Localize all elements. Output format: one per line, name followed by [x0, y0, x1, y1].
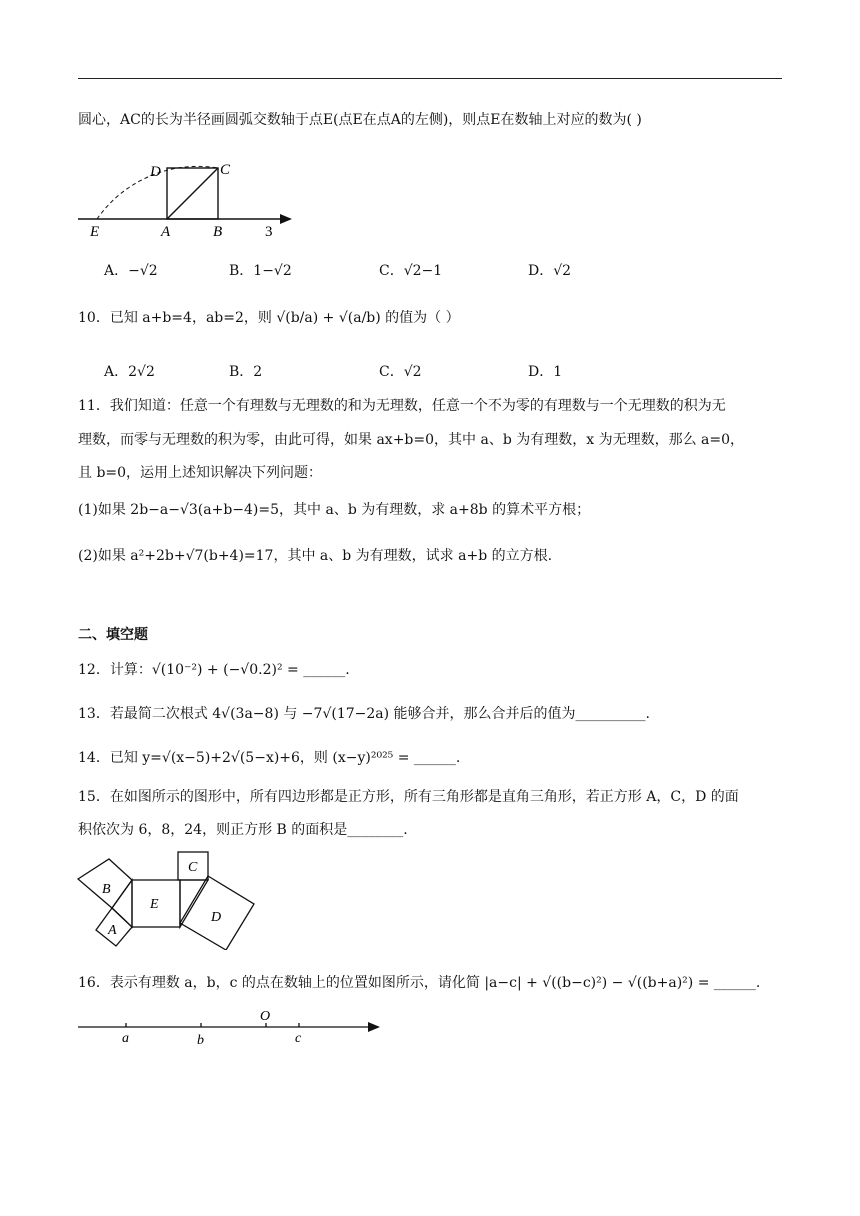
q11-line-3: 且 b=0，运用上述知识解决下列问题： [78, 465, 323, 481]
label-o: O [260, 1009, 271, 1024]
q11-part-1: (1)如果 2b−a−√3(a+b−4)=5，其中 a、b 为有理数，求 a+8b 的算术平方根； [78, 502, 591, 518]
q10-option-c[interactable]: C．√2 [379, 364, 422, 380]
diagonal-ac [167, 168, 218, 219]
label-e: E [90, 224, 100, 240]
header-rule [78, 78, 782, 79]
label-d: D [150, 164, 161, 180]
q9-text: 圆心，AC的长为半径画圆弧交数轴于点E(点E在点A的左侧)，则点E在数轴上对应的数为( ) [78, 112, 642, 128]
label-c: C [220, 162, 231, 178]
label-c: C [188, 860, 198, 875]
label-a: a [122, 1031, 129, 1046]
triangle-right [180, 880, 208, 927]
label-b: b [197, 1033, 204, 1048]
q10-text: 10．已知 a+b=4，ab=2，则 √(b/a) + √(a/b) 的值为（ ） [78, 310, 460, 326]
q15-line-1: 15．在如图所示的图形中，所有四边形都是正方形，所有三角形都是直角三角形，若正方形 A，C，D 的面 [78, 789, 739, 805]
label-a: A [161, 224, 171, 240]
q9-number-line-figure [70, 150, 310, 242]
q9-option-b[interactable]: B．1−√2 [229, 263, 292, 279]
label-e: E [150, 897, 159, 912]
q9-option-a[interactable]: A．−√2 [104, 263, 158, 279]
label-b: B [102, 882, 111, 897]
q11-part-2: (2)如果 a²+2b+√7(b+4)=17，其中 a、b 为有理数，试求 a+b 的立方根. [78, 548, 553, 564]
q15-line-2: 积依次为 6，8，24，则正方形 B 的面积是________. [78, 822, 408, 838]
label-b: B [213, 224, 223, 240]
label-3: 3 [265, 224, 273, 240]
q13-text: 13．若最简二次根式 4√(3a−8) 与 −7√(17−2a) 能够合并，那么合并后的值为__________. [78, 706, 650, 722]
q11-line-1: 11．我们知道：任意一个有理数与无理数的和为无理数，任意一个不为零的有理数与一个无理数的积为无 [78, 398, 726, 414]
section-title-fill-in: 二、填空题 [78, 627, 148, 643]
q14-text: 14．已知 y=√(x−5)+2√(5−x)+6，则 (x−y)²⁰²⁵ = ______. [78, 750, 461, 766]
q10-option-d[interactable]: D．1 [528, 364, 563, 380]
arrow-icon [368, 1022, 380, 1032]
label-c: c [295, 1031, 302, 1046]
label-d: D [211, 910, 222, 925]
q9-option-c[interactable]: C．√2−1 [379, 263, 443, 279]
q11-line-2: 理数，而零与无理数的积为零，由此可得，如果 ax+b=0，其中 a、b 为有理数，x 为无理数，那么 a=0， [78, 432, 745, 448]
triangle-left [112, 880, 132, 927]
q10-option-a[interactable]: A．2√2 [104, 364, 155, 380]
q16-number-line-figure [74, 1006, 386, 1050]
arrow-icon [280, 214, 292, 224]
q9-option-d[interactable]: D．√2 [528, 263, 572, 279]
q10-option-b[interactable]: B．2 [229, 364, 263, 380]
q12-text: 12．计算：√(10⁻²) + (−√0.2)² = ______. [78, 662, 350, 678]
q16-text: 16．表示有理数 a，b，c 的点在数轴上的位置如图所示，请化简 |a−c| + √((b−c)²) − √((b+a)²) = ______. [78, 975, 761, 991]
label-a: A [108, 923, 117, 938]
q15-squares-figure [74, 848, 260, 950]
